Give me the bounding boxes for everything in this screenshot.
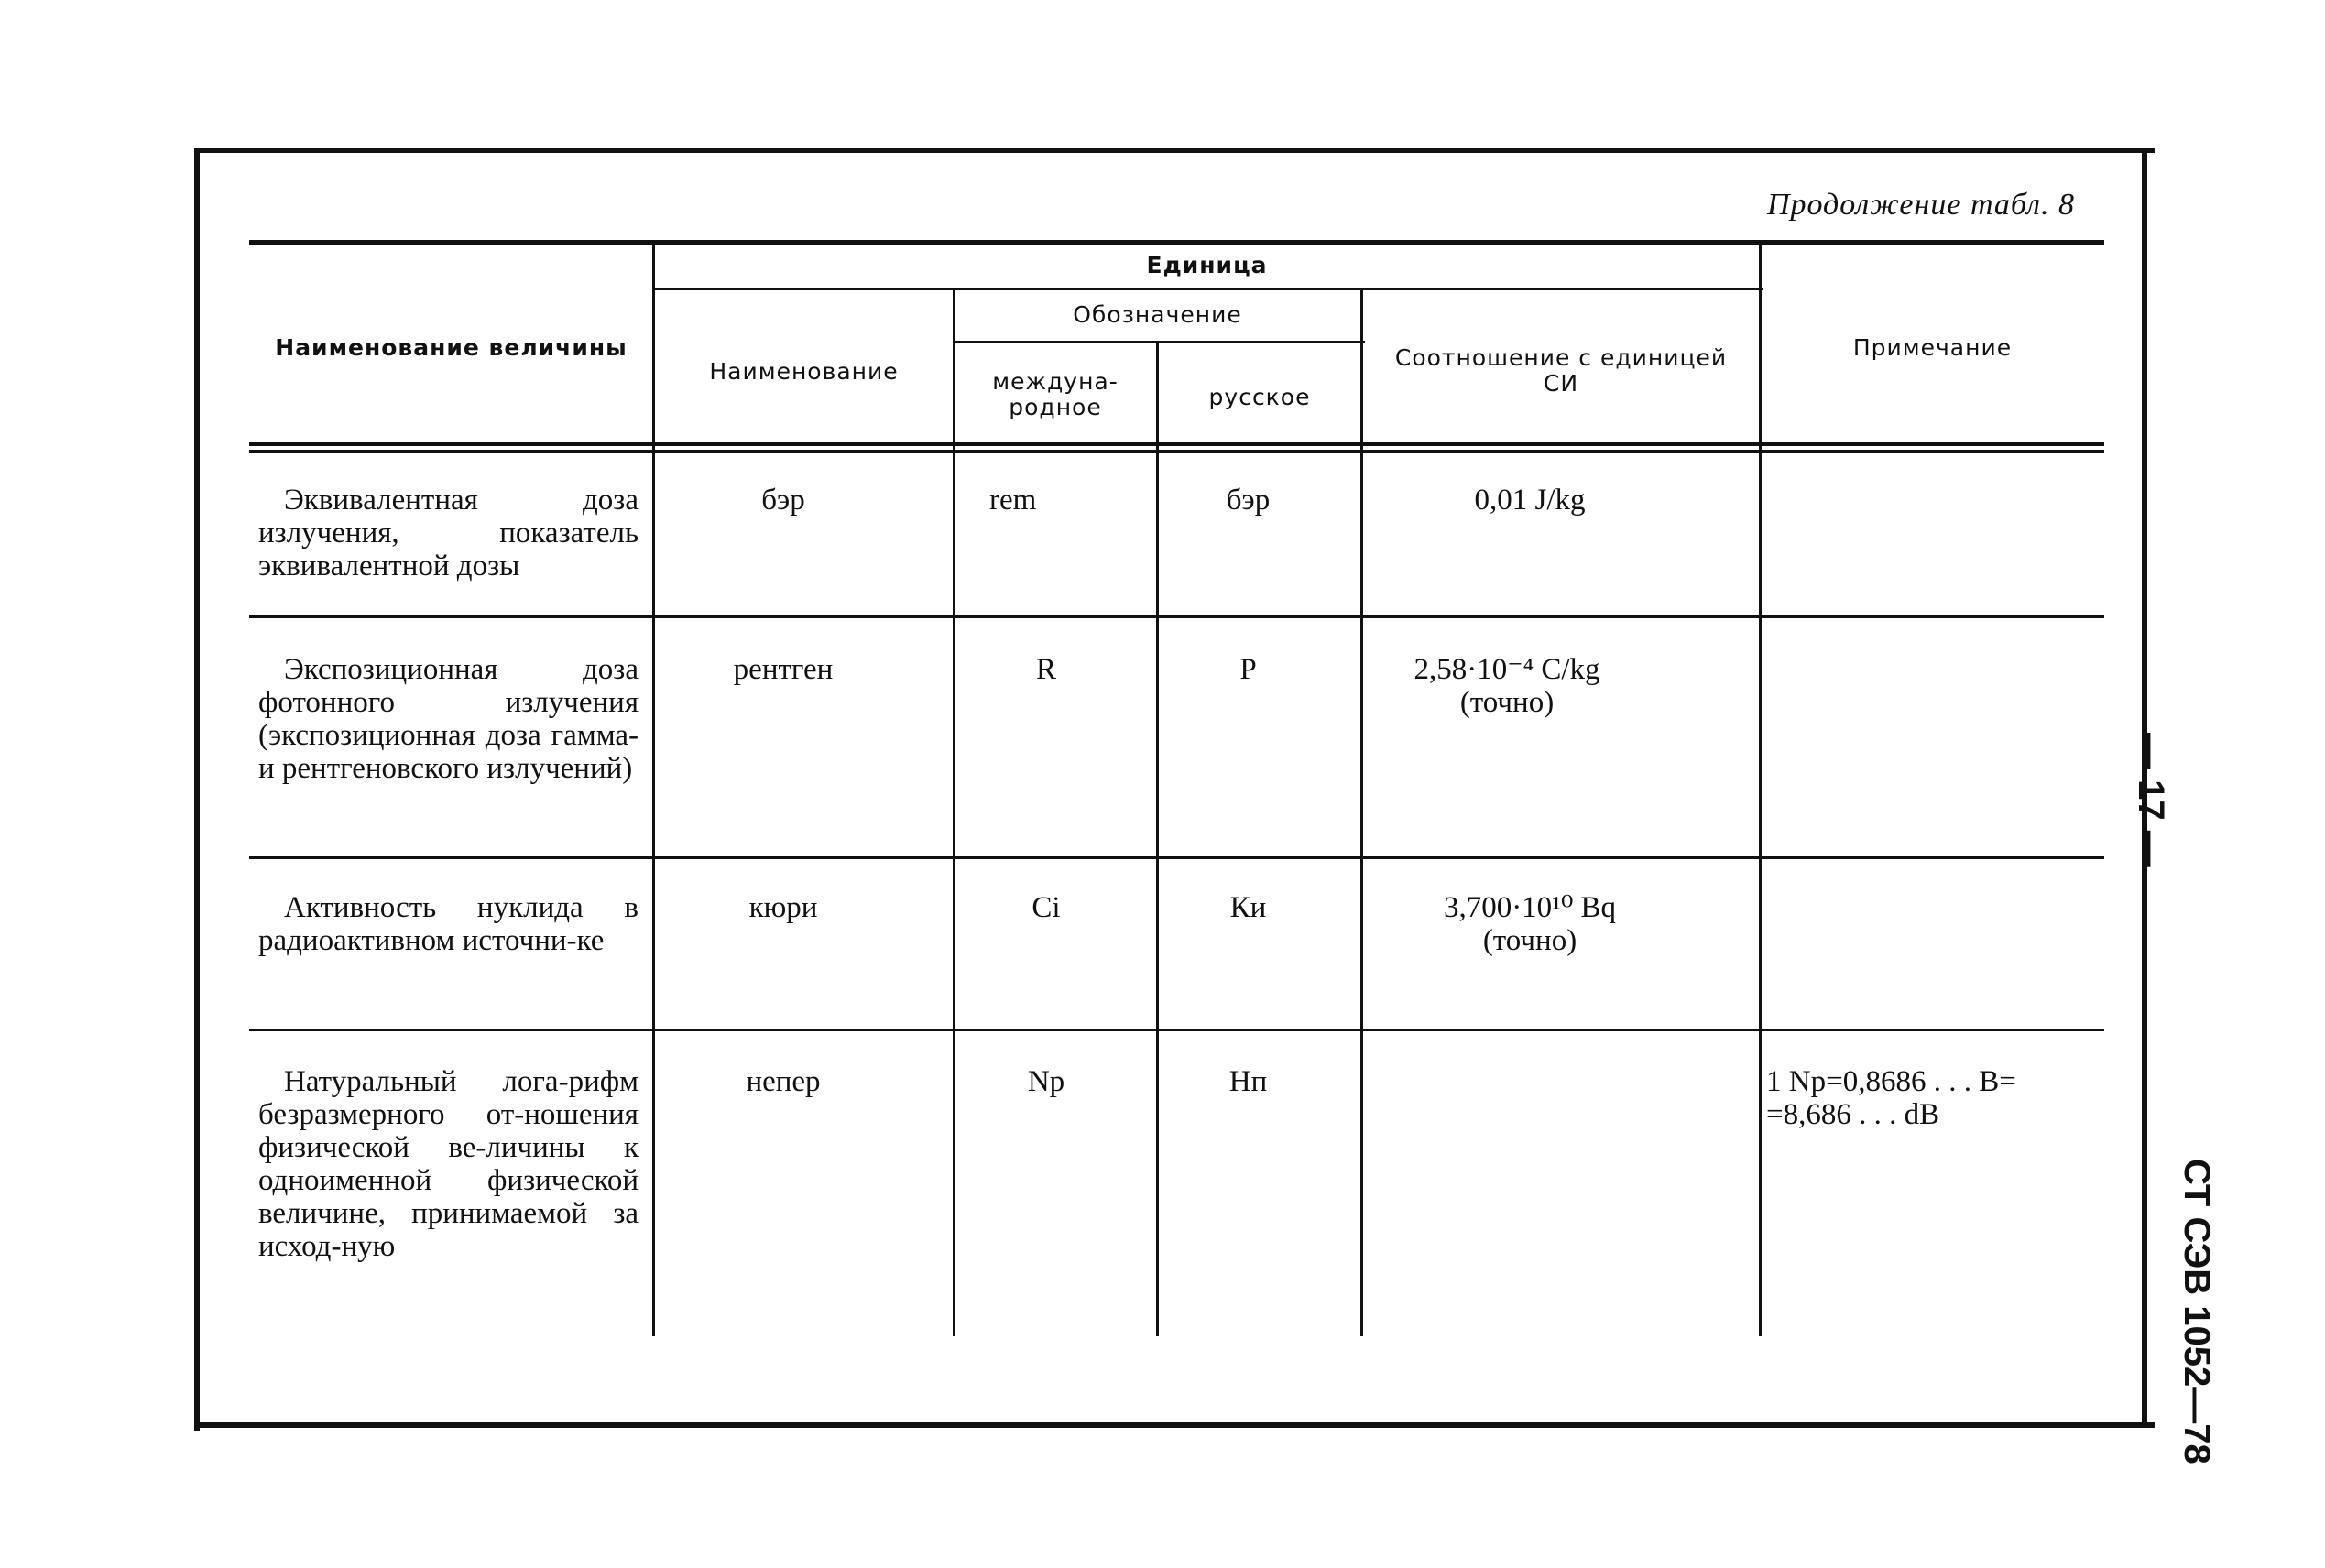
row-separator-2 bbox=[249, 856, 2104, 859]
frame-bottom-rule bbox=[194, 1422, 2155, 1428]
row-3-si-relation: 3,700·10¹⁰ Bq (точно) bbox=[1443, 891, 1617, 957]
header-quantity-name: Наименование величины bbox=[275, 334, 628, 361]
row-2-russian: Р bbox=[1239, 653, 1257, 686]
column-rule-4 bbox=[1360, 289, 1363, 1336]
column-rule-1 bbox=[652, 242, 655, 1336]
row-4-international: Np bbox=[1027, 1065, 1065, 1098]
row-4-russian: Нп bbox=[1228, 1065, 1268, 1098]
header-international: междуна- родное bbox=[992, 368, 1119, 420]
header-unit-group: Единица bbox=[1146, 252, 1268, 278]
header-si-relation: Соотношение с единицей СИ bbox=[1394, 344, 1728, 397]
table-continuation-caption: Продолжение табл. 8 bbox=[1766, 188, 2075, 222]
header-bottom-rule-2 bbox=[249, 450, 2104, 453]
row-1-russian: бэр bbox=[1226, 484, 1271, 517]
row-1-international: rem bbox=[989, 484, 1037, 517]
row-3-international: Ci bbox=[1032, 891, 1061, 924]
row-3-russian: Ки bbox=[1229, 891, 1267, 924]
header-note: Примечание bbox=[1852, 334, 2013, 361]
row-1-si-relation: 0,01 J/kg bbox=[1474, 484, 1586, 517]
designation-rule bbox=[955, 341, 1365, 343]
row-4-unit-name: непер bbox=[746, 1065, 821, 1098]
row-3-unit-name: кюри bbox=[748, 891, 818, 924]
header-bottom-rule-1 bbox=[249, 442, 2104, 446]
row-3-quantity: Активность нуклида в радиоактивном источни-ке bbox=[258, 891, 639, 957]
table-top-rule bbox=[249, 240, 2104, 245]
row-2-international: R bbox=[1035, 653, 1056, 686]
column-rule-2 bbox=[953, 289, 955, 1336]
row-separator-3 bbox=[249, 1029, 2104, 1031]
frame-top-rule bbox=[194, 148, 2155, 153]
row-2-si-relation: 2,58·10⁻⁴ C/kg (точно) bbox=[1414, 653, 1600, 719]
row-1-unit-name: бэр bbox=[761, 484, 805, 517]
header-russian: русское bbox=[1208, 384, 1311, 410]
row-4-note: 1 Np=0,8686 . . . B= =8,686 . . . dB bbox=[1766, 1065, 2016, 1131]
header-designation: Обозначение bbox=[1073, 301, 1242, 328]
row-4-quantity: Натуральный лога-рифм безразмерного от-ношения физической ве-личины к одноименной физической величине, принимаемой за исход-ную bbox=[258, 1065, 639, 1263]
header-unit-name: Наименование bbox=[709, 358, 899, 385]
column-rule-5 bbox=[1759, 242, 1762, 1336]
page-number: — 17 — bbox=[2131, 733, 2171, 867]
frame-left-rule bbox=[194, 148, 200, 1431]
row-separator-1 bbox=[249, 615, 2104, 618]
unit-group-rule bbox=[655, 288, 1763, 290]
row-2-unit-name: рентген bbox=[733, 653, 834, 686]
standard-number: СТ СЭВ 1052—78 bbox=[2177, 1159, 2217, 1465]
row-2-quantity: Экспозиционная доза фотонного излучения (экспозиционная доза гамма- и рентгеновского излучений) bbox=[258, 653, 639, 785]
row-1-quantity: Эквивалентная доза излучения, показатель эквивалентной дозы bbox=[258, 484, 639, 583]
